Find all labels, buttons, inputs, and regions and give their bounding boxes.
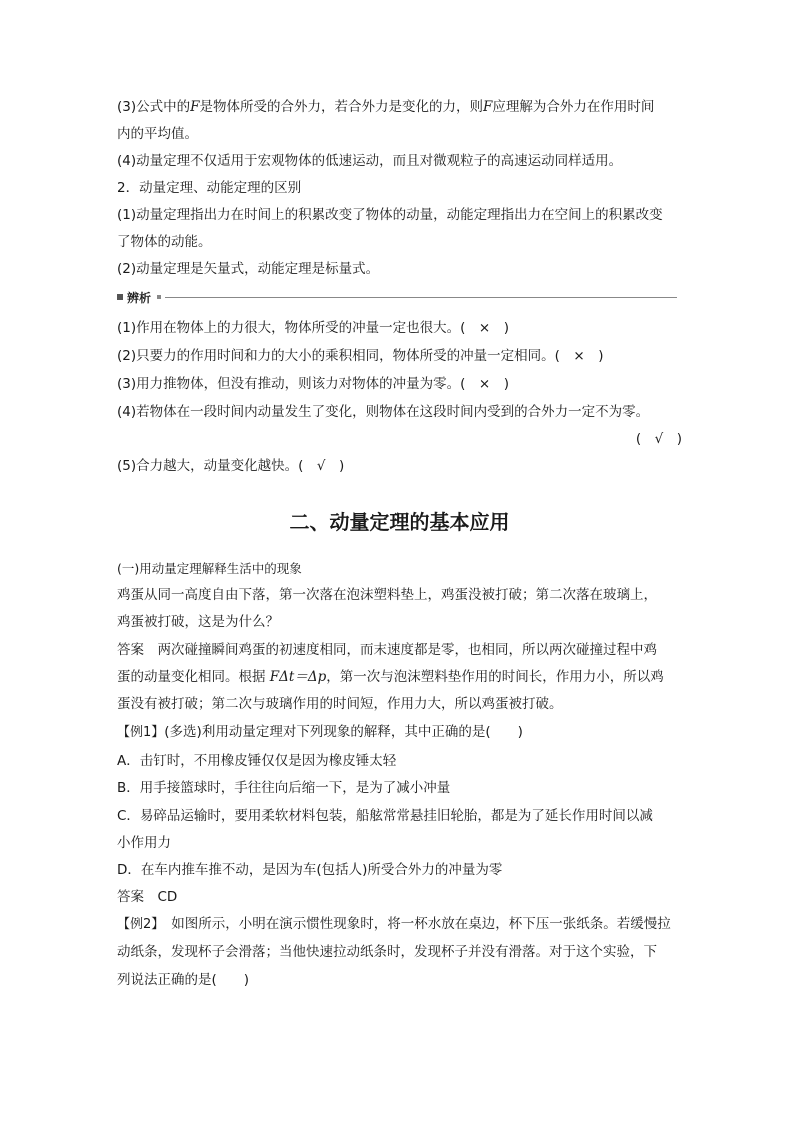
paragraph-3-line-1 bbox=[117, 97, 682, 117]
difference-1-line-1: (1)动量定理指出力在时间上的积累改变了物体的动量，动能定理指出力在空间上的积累改变 bbox=[117, 207, 663, 223]
square-bullet-icon bbox=[117, 294, 123, 300]
variable-f: F bbox=[483, 99, 493, 115]
text-span: 蛋的动量变化相同。根据 bbox=[117, 669, 266, 685]
section-heading: 二、动量定理的基本应用 bbox=[289, 510, 510, 534]
analysis-item-2: (2)只要力的作用时间和力的大小的乘积相同，物体所受的冲量一定相同。( × ) bbox=[117, 348, 604, 364]
text-span: (多选)利用动量定理对下列现象的解释，其中正确的是( ) bbox=[164, 724, 523, 740]
example-tag: 【例2】 bbox=[117, 917, 158, 932]
analysis-label: 辨析 bbox=[127, 290, 152, 305]
question-line-1: 鸡蛋从同一高度自由下落，第一次落在泡沫塑料垫上，鸡蛋没被打破；第二次落在玻璃上， bbox=[117, 587, 657, 603]
option-b: B．用手接篮球时，手往往向后缩一下，是为了减小冲量 bbox=[117, 780, 451, 796]
analysis-item-1: (1)作用在物体上的力很大，物体所受的冲量一定也很大。( × ) bbox=[117, 320, 509, 336]
option-c-line-1: C．易碎品运输时，要用柔软材料包装，船舷常常悬挂旧轮胎，都是为了延长作用时间以减 bbox=[117, 808, 653, 824]
paragraph-4: (4)动量定理不仅适用于宏观物体的低速运动，而且对微观粒子的高速运动同样适用。 bbox=[117, 153, 623, 169]
analysis-divider bbox=[117, 289, 677, 305]
example-1-answer bbox=[117, 887, 682, 907]
text-span: (3)公式中的 bbox=[117, 99, 191, 115]
option-d: D．在车内推车推不动，是因为车(包括人)所受合外力的冲量为零 bbox=[117, 862, 503, 878]
text-span: 两次碰撞瞬间鸡蛋的初速度相同，而末速度都是零，也相同，所以两次碰撞过程中鸡 bbox=[157, 642, 657, 658]
answer-value: CD bbox=[157, 889, 178, 905]
text-span: ，第一次与泡沫塑料垫作用的时间长，作用力小，所以鸡 bbox=[326, 669, 664, 685]
analysis-item-4: (4)若物体在一段时间内动量发生了变化，则物体在这段时间内受到的合外力一定不为零。 bbox=[117, 404, 650, 420]
small-square-icon bbox=[157, 295, 161, 299]
text-span: 应理解为合外力在作用时间 bbox=[492, 99, 655, 115]
option-a: A．击钉时，不用橡皮锤仅仅是因为橡皮锤太轻 bbox=[117, 753, 397, 769]
example-2-line-1 bbox=[117, 914, 682, 935]
text-span: 如图所示，小明在演示惯性现象时，将一杯水放在桌边，杯下压一张纸条。若缓慢拉 bbox=[171, 916, 671, 932]
analysis-item-4-answer: ( √ ) bbox=[635, 431, 682, 447]
subheading-2: 2．动量定理、动能定理的区别 bbox=[117, 180, 302, 196]
answer-label: 答案 bbox=[117, 889, 144, 905]
difference-2: (2)动量定理是矢量式，动能定理是标量式。 bbox=[117, 261, 380, 277]
answer-line-3: 蛋没有被打破；第二次与玻璃作用的时间短，作用力大，所以鸡蛋被打破。 bbox=[117, 696, 563, 712]
example-2-line-2: 动纸条，发现杯子会滑落；当他快速拉动纸条时，发现杯子并没有滑落。对于这个实验，下 bbox=[117, 944, 657, 960]
subsection-title: (一)用动量定理解释生活中的现象 bbox=[117, 561, 302, 576]
answer-label: 答案 bbox=[117, 642, 144, 658]
difference-1-line-2: 了物体的动能。 bbox=[117, 234, 212, 250]
example-2-line-3: 列说法正确的是( ) bbox=[117, 972, 250, 988]
paragraph-3-line-2: 内的平均值。 bbox=[117, 126, 198, 142]
example-1-stem bbox=[117, 722, 682, 743]
text-span: 是物体所受的合外力，若合外力是变化的力，则 bbox=[199, 99, 483, 115]
analysis-item-3: (3)用力推物体，但没有推动，则该力对物体的冲量为零。( × ) bbox=[117, 376, 509, 392]
formula: FΔt＝Δp bbox=[269, 669, 327, 685]
variable-f: F bbox=[190, 99, 200, 115]
answer-line-2 bbox=[117, 667, 682, 687]
example-tag: 【例1】 bbox=[117, 725, 165, 740]
divider-rule bbox=[165, 297, 677, 298]
question-line-2: 鸡蛋被打破，这是为什么？ bbox=[117, 614, 279, 630]
answer-line-1 bbox=[117, 640, 682, 660]
option-c-line-2: 小作用力 bbox=[117, 835, 171, 851]
analysis-item-5: (5)合力越大，动量变化越快。( √ ) bbox=[117, 458, 345, 474]
